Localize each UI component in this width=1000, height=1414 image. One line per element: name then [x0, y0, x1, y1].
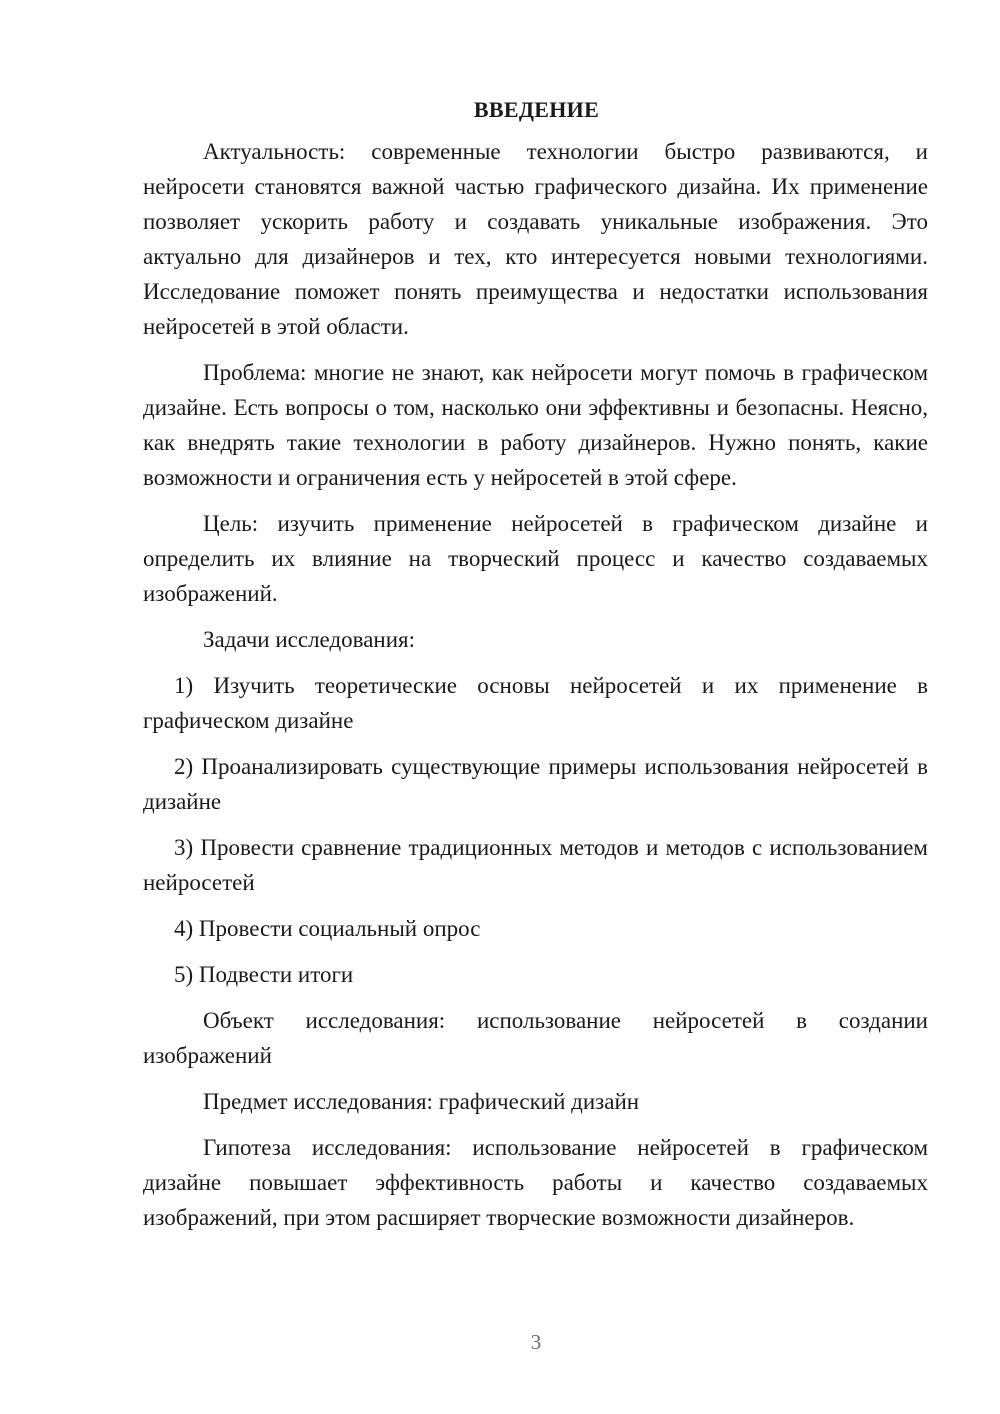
task-item-5: 5) Подвести итоги — [174, 962, 354, 987]
hypothesis-paragraph: Гипотеза исследования: использование нейросетей в графическом дизайне повышает эффективность работы и качество создаваемых изображений, при этом расширяет творческие возможности дизайнеров. — [143, 1135, 928, 1230]
tasks-list — [143, 668, 928, 992]
tasks-heading: Задачи исследования: — [203, 627, 416, 652]
relevance-paragraph: Актуальность: современные технологии быстро развиваются, и нейросети становятся важной частью графического дизайна. Их применение позволяет ускорить работу и создавать уникальные изображения. Это актуально для дизайнеров и тех, кто интересуется новыми технологиями. Исследование поможет понять преимущества и недостатки использования нейросетей в этой области. — [143, 139, 928, 339]
object-paragraph: Объект исследования: использование нейросетей в создании изображений — [143, 1008, 928, 1068]
task-item-1: 1) Изучить теоретические основы нейросетей и их применение в графическом дизайне — [143, 673, 928, 733]
document-body — [143, 92, 928, 1246]
page-number: 3 — [530, 1330, 542, 1354]
subject-paragraph: Предмет исследования: графический дизайн — [203, 1089, 640, 1114]
task-item-4: 4) Провести социальный опрос — [174, 916, 481, 941]
task-item-3: 3) Провести сравнение традиционных методов и методов с использованием нейросетей — [143, 835, 928, 895]
goal-paragraph: Цель: изучить применение нейросетей в графическом дизайне и определить их влияние на творческий процесс и качество создаваемых изображений. — [143, 511, 928, 606]
problem-paragraph: Проблема: многие не знают, как нейросети могут помочь в графическом дизайне. Есть вопросы о том, насколько они эффективны и безопасны. Неясно, как внедрять такие технологии в работу дизайнеров. Нужно понять, какие возможности и ограничения есть у нейросетей в этой сфере. — [143, 360, 928, 490]
task-item-2: 2) Проанализировать существующие примеры использования нейросетей в дизайне — [143, 754, 928, 814]
section-title: ВВЕДЕНИЕ — [473, 97, 600, 122]
